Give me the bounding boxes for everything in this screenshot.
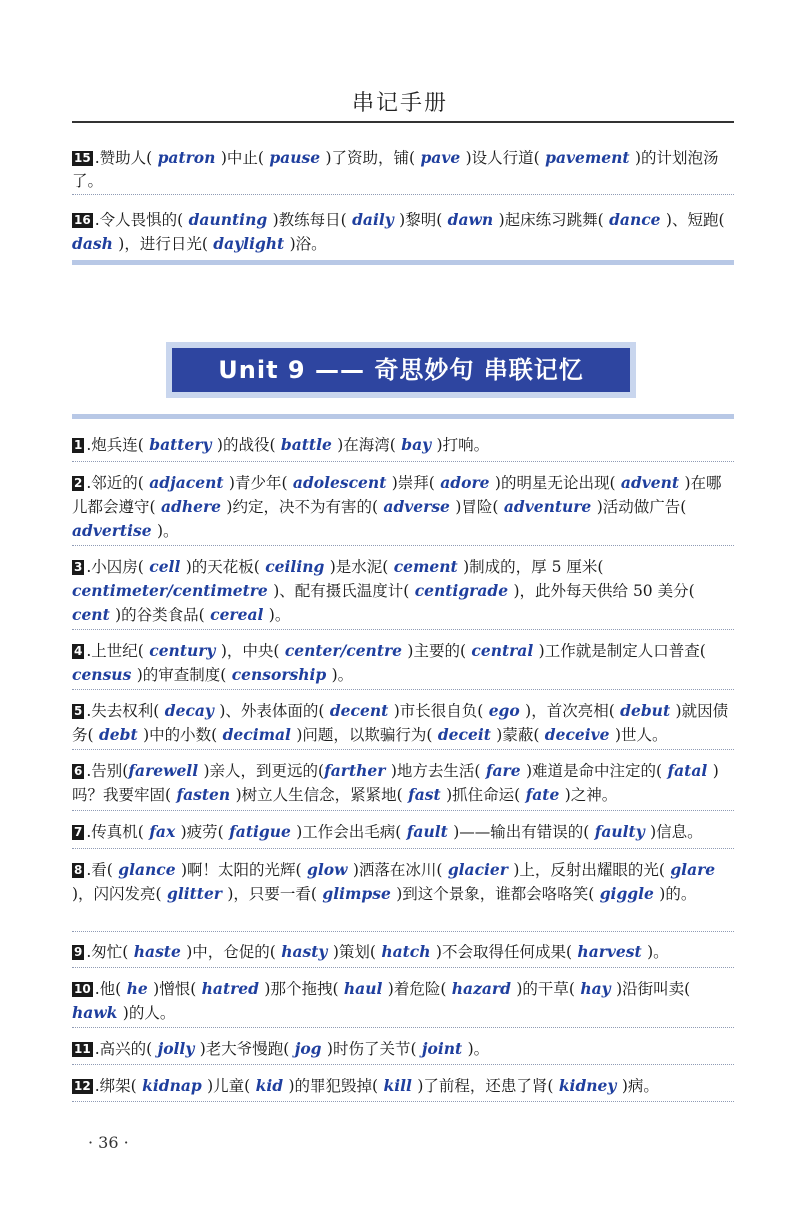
english-word: haul [338, 979, 388, 998]
chinese-text: )了前程，还患了肾( [417, 1077, 554, 1095]
chinese-text: )的。 [659, 885, 697, 903]
divider [72, 810, 734, 811]
divider [72, 689, 734, 690]
chinese-text: )市长很自负( [393, 702, 484, 720]
english-word: fax [143, 822, 181, 841]
entry-6 [72, 759, 734, 807]
chinese-text: )世人。 [614, 726, 668, 744]
english-word: glacier [442, 860, 514, 879]
english-word: adverse [378, 497, 456, 516]
entry-number-dot: . [94, 980, 100, 998]
divider [72, 1101, 734, 1102]
english-word: censorship [226, 665, 332, 684]
chinese-text: 失去权利( [91, 702, 160, 720]
english-word: hawk [72, 1003, 123, 1022]
entry-4 [72, 639, 734, 687]
english-word: adhere [155, 497, 227, 516]
chinese-text: )，闪闪发亮( [72, 885, 162, 903]
english-word: centigrade [409, 581, 514, 600]
divider [72, 967, 734, 968]
entry-number-dot: . [86, 558, 92, 576]
chinese-text: )活动做广告( [596, 498, 687, 516]
chinese-text: 匆忙( [91, 943, 129, 961]
chinese-text: )起床练习跳舞( [498, 211, 604, 229]
chinese-text: )的天花板( [185, 558, 260, 576]
chinese-text: )、短跑( [665, 211, 725, 229]
entry-number-dot: . [94, 1040, 100, 1058]
entry-number-dot: . [94, 149, 100, 167]
chinese-text: )。 [268, 606, 291, 624]
chinese-text: )是水泥( [329, 558, 389, 576]
english-word: advertise [72, 521, 157, 540]
entry-10 [72, 977, 734, 1025]
chinese-text: )不会取得任何成果( [435, 943, 573, 961]
chinese-text: )憎恨( [153, 980, 197, 998]
chinese-text: )，首次亮相( [525, 702, 615, 720]
chinese-text: )的审查制度( [136, 666, 227, 684]
chinese-text: )工作就是制定人口普查( [538, 642, 706, 660]
chinese-text: )病。 [621, 1077, 659, 1095]
entry-number: 11 [74, 1042, 91, 1056]
english-word: dawn [442, 210, 499, 229]
chinese-text: )老大爷慢跑( [199, 1040, 290, 1058]
chinese-text: )崇拜( [391, 474, 435, 492]
chinese-text: )主要的( [407, 642, 467, 660]
divider [72, 629, 734, 630]
english-word: pavement [539, 148, 635, 167]
entry-number: 4 [74, 644, 83, 658]
english-word: pave [415, 148, 466, 167]
english-word: faulty [589, 822, 651, 841]
chinese-text: )。 [331, 666, 354, 684]
english-word: fatal [662, 761, 713, 780]
english-word: hasty [275, 942, 333, 961]
entry-3 [72, 555, 734, 627]
chinese-text: )教练每日( [272, 211, 347, 229]
chinese-text: )，此外每天供给 50 美分( [513, 582, 695, 600]
unit-banner [166, 342, 636, 398]
chinese-text: 令人畏惧的( [99, 211, 184, 229]
entry-number: 8 [74, 863, 83, 877]
entry-number: 16 [74, 213, 91, 227]
english-word: glance [112, 860, 181, 879]
english-word: he [121, 979, 154, 998]
chinese-text: )。 [647, 943, 669, 961]
english-word: century [143, 641, 221, 660]
english-word: deceive [539, 725, 615, 744]
chinese-text: )的计划泡汤了。 [72, 149, 719, 190]
english-word: centimeter/centimetre [72, 581, 274, 600]
chinese-text: )中，仓促的( [186, 943, 276, 961]
chinese-text: )难道是命中注定的( [525, 762, 663, 780]
chinese-text: 告别( [91, 762, 129, 780]
english-word: harvest [572, 942, 648, 961]
english-word: bay [395, 435, 437, 454]
entry-number-dot: . [86, 642, 92, 660]
chinese-text: )蒙蔽( [496, 726, 540, 744]
chinese-text: )——输出有错误的( [453, 823, 590, 841]
chinese-text: )亲人，到更远的( [203, 762, 325, 780]
entry-11 [72, 1037, 734, 1061]
english-word: jog [289, 1039, 327, 1058]
chinese-text: )青少年( [228, 474, 288, 492]
chinese-text: )之神。 [564, 786, 618, 804]
chinese-text: )那个拖拽( [264, 980, 339, 998]
entry-number: 6 [74, 764, 83, 778]
divider [72, 931, 734, 932]
chinese-text: )，只要一看( [227, 885, 317, 903]
header-rule [72, 121, 734, 123]
english-word: advent [615, 473, 685, 492]
entry-number: 1 [74, 438, 83, 452]
entry-number-dot: . [86, 702, 92, 720]
chinese-text: )儿童( [207, 1077, 251, 1095]
english-word: hay [574, 979, 617, 998]
chinese-text: )制成的，厚 5 厘米( [463, 558, 604, 576]
divider [72, 848, 734, 849]
english-word: glimpse [316, 884, 397, 903]
chinese-text: )。 [156, 522, 179, 540]
entry-number: 10 [74, 982, 91, 996]
chinese-text: )约定，决不为有害的( [226, 498, 379, 516]
entry-number: 5 [74, 704, 83, 718]
chinese-text: 绑架( [99, 1077, 137, 1095]
entry-number: 15 [74, 151, 91, 165]
chinese-text: 邻近的( [91, 474, 144, 492]
chinese-text: )工作会出毛病( [296, 823, 402, 841]
english-word: daunting [183, 210, 273, 229]
chinese-text: )中止( [220, 149, 264, 167]
chinese-text: )、外表体面的( [219, 702, 325, 720]
english-word: dash [72, 234, 119, 253]
page-header-title: 串记手册 [351, 91, 448, 116]
chinese-text: )。 [467, 1040, 490, 1058]
english-word: fate [520, 785, 565, 804]
entry-number-dot: . [94, 211, 100, 229]
chinese-text: )时伤了关节( [326, 1040, 417, 1058]
entry-number-dot: . [86, 474, 92, 492]
section-band [72, 260, 734, 265]
entry-15 [72, 146, 734, 193]
chinese-text: 上世纪( [91, 642, 144, 660]
english-word: fasten [171, 785, 236, 804]
chinese-text: )的谷类食品( [115, 606, 205, 624]
english-word: battle [275, 435, 338, 454]
chinese-text: )就因债务( [72, 702, 729, 744]
chinese-text: )洒落在冰川( [352, 861, 443, 879]
section-band [72, 414, 734, 419]
english-word: decent [324, 701, 394, 720]
english-word: center/centre [279, 641, 408, 660]
chinese-text: )黎明( [399, 211, 443, 229]
english-word: haste [128, 942, 187, 961]
english-word: ceiling [259, 557, 330, 576]
entry-number: 7 [74, 825, 83, 839]
chinese-text: )疲劳( [180, 823, 224, 841]
divider [72, 749, 734, 750]
english-word: hazard [446, 979, 517, 998]
entry-number-dot: . [86, 762, 92, 780]
english-word: jolly [152, 1039, 200, 1058]
english-word: giggle [594, 884, 660, 903]
english-word: farther [324, 761, 391, 780]
entry-2 [72, 471, 734, 543]
english-word: fare [480, 761, 526, 780]
chinese-text: )树立人生信念，紧紧地( [235, 786, 403, 804]
chinese-text: 传真机( [91, 823, 144, 841]
chinese-text: )的干草( [516, 980, 575, 998]
chinese-text: )策划( [332, 943, 376, 961]
english-word: adventure [498, 497, 597, 516]
chinese-text: )、配有摄氏温度计( [273, 582, 410, 600]
english-word: central [466, 641, 539, 660]
entry-number: 3 [74, 560, 83, 574]
english-word: adjacent [143, 473, 229, 492]
entry-1 [72, 433, 734, 457]
chinese-text: )信息。 [650, 823, 703, 841]
english-word: daily [346, 210, 400, 229]
chinese-text: )，中央( [220, 642, 280, 660]
english-word: kill [378, 1076, 418, 1095]
divider [72, 545, 734, 546]
chinese-text: 看( [91, 861, 113, 879]
english-word: fault [401, 822, 454, 841]
english-word: fast [402, 785, 447, 804]
entry-number-dot: . [86, 943, 92, 961]
english-word: kid [250, 1076, 289, 1095]
entry-number-dot: . [94, 1077, 100, 1095]
divider [72, 1027, 734, 1028]
divider [72, 1064, 734, 1065]
chinese-text: 炮兵连( [91, 436, 144, 454]
english-word: ego [483, 701, 526, 720]
chinese-text: 他( [99, 980, 122, 998]
entry-number-dot: . [86, 823, 92, 841]
entry-9 [72, 940, 734, 964]
english-word: debut [614, 701, 676, 720]
entry-number-dot: . [86, 861, 92, 879]
chinese-text: 小囚房( [91, 558, 144, 576]
english-word: joint [416, 1039, 468, 1058]
chinese-text: )沿街叫卖( [616, 980, 691, 998]
entry-12 [72, 1074, 734, 1098]
entry-number-dot: . [86, 436, 92, 454]
chinese-text: )冒险( [455, 498, 499, 516]
english-word: deceit [432, 725, 497, 744]
entry-5 [72, 699, 734, 747]
english-word: cent [72, 605, 116, 624]
english-word: debt [93, 725, 144, 744]
chinese-text: )的明星无论出现( [494, 474, 616, 492]
english-word: decay [159, 701, 220, 720]
entry-number: 12 [74, 1079, 91, 1093]
entry-number: 2 [74, 476, 83, 490]
english-word: daylight [207, 234, 290, 253]
english-word: battery [143, 435, 217, 454]
chinese-text: )，进行日光( [118, 235, 208, 253]
chinese-text: )中的小数( [143, 726, 218, 744]
english-word: dance [603, 210, 666, 229]
chinese-text: )的罪犯毁掉( [288, 1077, 379, 1095]
chinese-text: )地方去生活( [390, 762, 481, 780]
english-word: fatigue [223, 822, 297, 841]
unit-title: Unit 9 —— 奇思妙句 串联记忆 [172, 348, 630, 392]
english-word: patron [152, 148, 221, 167]
english-word: kidney [553, 1076, 622, 1095]
chinese-text: )上，反射出耀眼的光( [513, 861, 665, 879]
divider [72, 461, 734, 462]
chinese-text: )打响。 [436, 436, 490, 454]
chinese-text: )了资助，铺( [325, 149, 416, 167]
english-word: adolescent [287, 473, 392, 492]
entry-8 [72, 858, 734, 906]
english-word: glare [664, 860, 716, 879]
chinese-text: )到这个景象，谁都会咯咯笑( [396, 885, 595, 903]
english-word: kidnap [136, 1076, 208, 1095]
english-word: hatred [196, 979, 265, 998]
english-word: cereal [204, 605, 269, 624]
english-word: cement [388, 557, 464, 576]
english-word: pause [263, 148, 326, 167]
english-word: hatch [375, 942, 436, 961]
english-word: farewell [128, 761, 204, 780]
chinese-text: )抓住命运( [446, 786, 521, 804]
chinese-text: )着危险( [387, 980, 447, 998]
english-word: glitter [161, 884, 228, 903]
entry-16 [72, 208, 734, 256]
chinese-text: )的战役( [216, 436, 276, 454]
chinese-text: )吗？我要牢固( [72, 762, 719, 804]
chinese-text: )啊！太阳的光辉( [181, 861, 302, 879]
chinese-text: )浴。 [289, 235, 327, 253]
divider [72, 194, 734, 195]
chinese-text: )在海湾( [337, 436, 396, 454]
chinese-text: 高兴的( [99, 1040, 153, 1058]
chinese-text: )在哪儿都会遵守( [72, 474, 722, 516]
chinese-text: )的人。 [122, 1004, 176, 1022]
entry-7 [72, 820, 734, 844]
entry-number: 9 [74, 945, 83, 959]
english-word: glow [301, 860, 353, 879]
english-word: census [72, 665, 137, 684]
english-word: cell [143, 557, 186, 576]
page-number: · 36 · [88, 1133, 129, 1152]
english-word: decimal [217, 725, 297, 744]
chinese-text: 赞助人( [99, 149, 153, 167]
english-word: adore [434, 473, 495, 492]
chinese-text: )问题，以欺骗行为( [296, 726, 433, 744]
chinese-text: )设人行道( [465, 149, 540, 167]
